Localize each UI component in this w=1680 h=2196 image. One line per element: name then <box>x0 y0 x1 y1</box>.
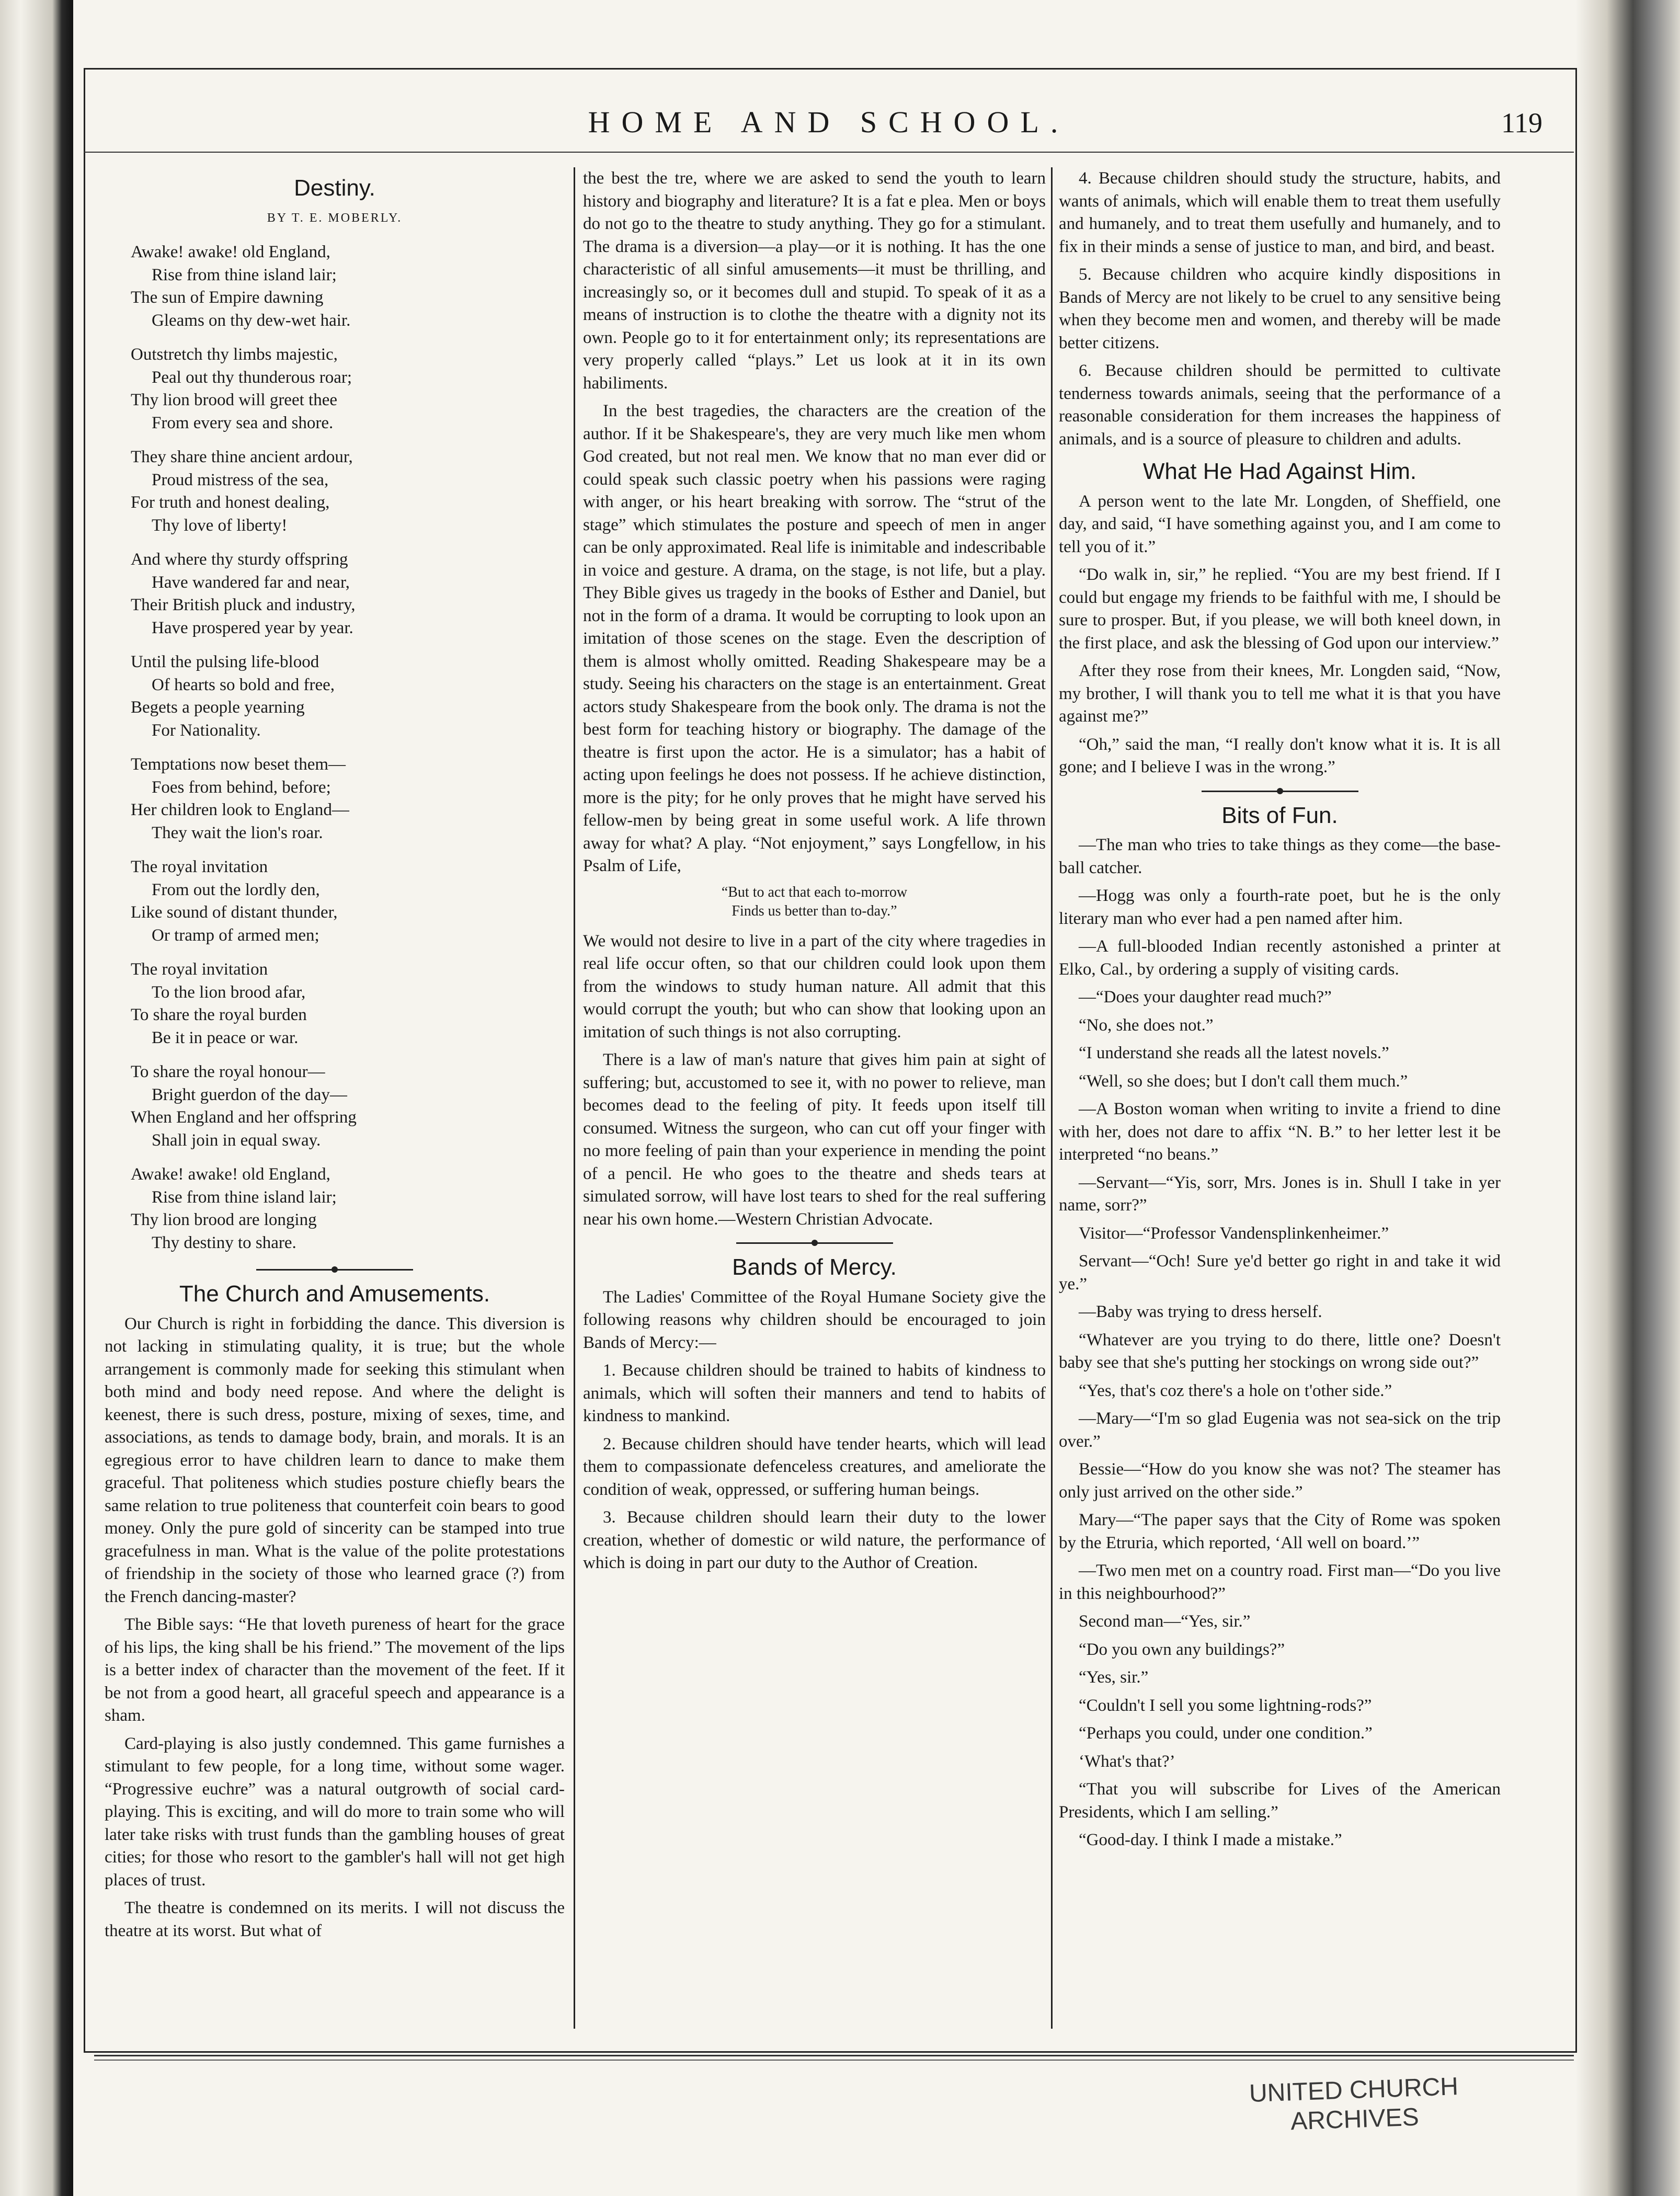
poem-line: And where thy sturdy offspring <box>131 550 348 569</box>
fun-item: “Do you own any buildings?” <box>1079 1640 1285 1659</box>
masthead-rule <box>84 152 1574 153</box>
fun-item: “Yes, sir.” <box>1079 1668 1149 1687</box>
column-2 <box>583 167 1046 2029</box>
poem-line: Outstretch thy limbs majestic, <box>131 345 338 364</box>
fun-item: “That you will subscribe for Lives of the American Presidents, which I am selling.” <box>1059 1780 1501 1822</box>
article-paragraph: Card-playing is also justly condemned. This game furnishes a stimulant to few people, for a long time, without some wager. “Progressive euchre” was a natural outgrowth of social card-playing. This is exciting, and will do more to train some who will later take risks with trust funds than the gambling houses of great cities; for those who resort to the gambler's hall will not get high places of trust. <box>105 1734 565 1890</box>
poem-line: Thy lion brood will greet thee <box>131 391 337 409</box>
fun-item: “Perhaps you could, under one condition.” <box>1079 1724 1373 1743</box>
poem-line: Foes from behind, before; <box>152 777 331 797</box>
poem-stanza <box>131 241 565 332</box>
fun-item: “Yes, that's coz there's a hole on t'other side.” <box>1079 1381 1392 1400</box>
poem-line: Of hearts so bold and free, <box>152 675 335 694</box>
fun-item: —Baby was trying to dress herself. <box>1079 1302 1322 1321</box>
article-paragraph: We would not desire to live in a part of the city where tragedies in real life occur often, so that our children could look upon them from the windows to study human nature. All admit that this would corrupt the youth; but who can show that looking upon an imitation of such things is not also corrupting. <box>583 931 1046 1042</box>
poem-stanza <box>131 958 565 1049</box>
poem-line: Awake! awake! old England, <box>131 243 330 261</box>
fun-item: “Couldn't I sell you some lightning-rods?” <box>1079 1696 1372 1715</box>
column-divider <box>1051 167 1053 2029</box>
poem-line: Peal out thy thunderous roar; <box>152 368 352 387</box>
poem-line: Thy destiny to share. <box>152 1233 296 1252</box>
section-ornament <box>1202 787 1358 795</box>
bands-item: 5. Because children who acquire kindly dispositions in Bands of Mercy are not likely to be cruel to any sensitive being when they become men and women, and thereby will be made better citizens. <box>1059 265 1501 352</box>
fun-item: Bessie—“How do you know she was not? The steamer has only just arrived on the other side.” <box>1059 1460 1501 1502</box>
poem-line: Begets a people yearning <box>131 698 305 717</box>
poem-stanza <box>131 548 565 639</box>
article-paragraph: A person went to the late Mr. Longden, of Sheffield, one day, and said, “I have something against you, and I am come to tell you of it.” <box>1059 491 1501 556</box>
fun-item: ‘What's that?’ <box>1079 1752 1175 1771</box>
poem-line: To share the royal burden <box>131 1005 307 1024</box>
poem-line: To share the royal honour— <box>131 1062 325 1081</box>
fun-item: —Hogg was only a fourth-rate poet, but he is the only literary man who ever had a pen named after him. <box>1059 886 1501 928</box>
article-paragraph: There is a law of man's nature that gives him pain at sight of suffering; but, accustomed to see it, with no power to relieve, man becomes dead to the feeling of pity. It feeds upon itself till consumed. Witness the surgeon, who can cut off your finger with no more feeling of pain than your experience in mending the point of a pencil. He who goes to the theatre and sheds tears at simulated sorrow, will have lost tears to shed for the real suffering near his own home.—Western Christian Advocate. <box>583 1050 1046 1229</box>
bands-item: 2. Because children should have tender hearts, which will lead them to compassionate defenceless creatures, and ameliorate the condition of weak, oppressed, or suffering human beings. <box>583 1434 1046 1499</box>
poem-line: The royal invitation <box>131 857 268 876</box>
poem-line: Have prospered year by year. <box>152 618 353 637</box>
bands-item: 4. Because children should study the structure, habits, and wants of animals, which will enable them to treat them usefully and humanely, and to treat them usefully and humanely, and to fix in their minds a sense of justice to man, and bird, and beast. <box>1059 169 1501 256</box>
fun-item: Second man—“Yes, sir.” <box>1079 1612 1251 1631</box>
poem-line: They share thine ancient ardour, <box>131 448 353 466</box>
article-paragraph: The theatre is condemned on its merits. I will not discuss the theatre at its worst. But what of <box>105 1898 565 1940</box>
article-paragraph: the best the tre, where we are asked to send the youth to learn history and biography and literature? It is a fat e plea. Men or boys do not go to the theatre to study anything. They go for a stimulant. The drama is a diversion—a play—or it is nothing. It has the one characteristic of all sinful amusements—it must be thrilling, and increasingly so, or it becomes dull and stupid. To speak of it as a means of instruction is to clothe the theatre with a dignity not its own. People go to it for entertainment only; its representations are very properly called “plays.” Let us look at it in its own habiliments. <box>583 169 1046 393</box>
masthead-title: HOME AND SCHOOL. <box>588 105 1070 139</box>
page-binding-left <box>0 0 73 2196</box>
poem-line: Their British pluck and industry, <box>131 596 356 614</box>
poem-line: To the lion brood afar, <box>152 982 306 1002</box>
quote-line: “But to act that each to-morrow <box>721 884 908 900</box>
article-paragraph: The Bible says: “He that loveth pureness of heart for the grace of his lips, the king shall be his friend.” The movement of the lips is a better index of character than the movement of the feet. If it be not from a good heart, all graceful speech and appearance is a sham. <box>105 1615 565 1725</box>
fun-item: “Good-day. I think I made a mistake.” <box>1079 1831 1342 1849</box>
bands-item: 6. Because children should be permitted to cultivate tenderness towards animals, seeing that the performance of a reasonable consideration for them increases the happiness of animals, and is a source of pleasure to children and adults. <box>1059 361 1501 449</box>
article-paragraph: After they rose from their knees, Mr. Longden said, “Now, my brother, I will thank you to tell me what it is that you have against me?” <box>1059 661 1501 726</box>
poem-stanza <box>131 1061 565 1152</box>
poem-line: The royal invitation <box>131 960 268 979</box>
poem-line: Until the pulsing life-blood <box>131 653 319 671</box>
bands-intro: The Ladies' Committee of the Royal Humane Society give the following reasons why children should be encouraged to join Bands of Mercy:— <box>583 1287 1046 1352</box>
fun-item: Visitor—“Professor Vandensplinkenheimer.” <box>1079 1223 1389 1243</box>
poem-line: Her children look to England— <box>131 800 349 819</box>
column-1 <box>105 167 565 2029</box>
poem-stanza <box>131 446 565 537</box>
poem-line: For truth and honest dealing, <box>131 493 330 512</box>
poem-byline: BY T. E. MOBERLY. <box>267 211 403 225</box>
column-3 <box>1059 167 1501 2029</box>
fun-item: —A Boston woman when writing to invite a friend to dine with her, does not dare to affix “N. B.” to her letter lest it be interpreted “no beans.” <box>1059 1100 1501 1164</box>
poem-stanza <box>131 856 565 947</box>
quote-line: Finds us better than to-day.” <box>732 902 897 919</box>
fun-item: —“Does your daughter read much?” <box>1079 988 1332 1007</box>
fun-item: —A full-blooded Indian recently astonished a printer at Elko, Cal., by ordering a supply of visiting cards. <box>1059 937 1501 979</box>
article-paragraph: “Do walk in, sir,” he replied. “You are my best friend. If I could but engage my friends to be faithful with me, I should be sure to prosper. But, if you please, we will both kneel down, in the first place, and ask the blessing of God upon our interview.” <box>1059 565 1501 653</box>
poem-line: Shall join in equal sway. <box>152 1130 321 1150</box>
page-binding-right <box>1575 0 1680 2196</box>
fun-item: Servant—“Och! Sure ye'd better go right in and take it wid ye.” <box>1059 1252 1501 1294</box>
poem-line: Thy love of liberty! <box>152 516 288 535</box>
fun-item: —The man who tries to take things as they come—the base-ball catcher. <box>1059 836 1501 877</box>
fun-list <box>1059 834 1501 1852</box>
fun-item: —Servant—“Yis, sorr, Mrs. Jones is in. Shull I take in yer name, sorr?” <box>1059 1173 1501 1215</box>
page-number: 119 <box>1501 107 1542 139</box>
fun-item: “No, she does not.” <box>1079 1015 1214 1035</box>
poem-line: Thy lion brood are longing <box>131 1210 317 1229</box>
poem-body <box>105 241 565 1254</box>
bands-item: 3. Because children should learn their duty to the lower creation, whether of domestic or wild nature, the performance of which is doing in part our duty to the Author of Creation. <box>583 1508 1046 1572</box>
section-ornament <box>736 1239 893 1246</box>
archive-stamp <box>1249 2072 1460 2138</box>
stamp-line: UNITED CHURCH <box>1249 2073 1459 2108</box>
poem-line: Bright guerdon of the day— <box>152 1085 347 1104</box>
section-ornament <box>256 1266 413 1273</box>
poem-stanza <box>131 753 565 844</box>
bands-item: 1. Because children should be trained to habits of kindness to animals, which will soften their manners and tend to habits of kindness to mankind. <box>583 1361 1046 1425</box>
poem-line: When England and her offspring <box>131 1108 357 1127</box>
fun-item: “Well, so she does; but I don't call them much.” <box>1079 1071 1408 1091</box>
article-paragraph: Our Church is right in forbidding the dance. This diversion is not lacking in stimulating quality, it is true; but the whole arrangement is commonly made for seeking this stimulant when both mind and body need repose. And where the delight is keenest, there is such dress, posture, mixing of sexes, time, and associations, as tends to damage body, brain, and morals. It is an egregious error to have children learn to dance to make them graceful. That politeness which studies posture chiefly bears the same relation to true politeness that counterfeit coin bears to good money. Only the pure gold of sincerity can be stamped into true gracefulness in man. What is the value of the polite protestations of friendship in the society of those who learned grace (?) from the French dancing-master? <box>105 1314 565 1606</box>
stamp-line: ARCHIVES <box>1290 2103 1420 2136</box>
poem-line: From out the lordly den, <box>152 880 320 899</box>
poem-stanza <box>131 344 565 434</box>
poem-line: The sun of Empire dawning <box>131 288 324 307</box>
poem-line: For Nationality. <box>152 720 261 740</box>
column-divider <box>574 167 575 2029</box>
fun-item: —Two men met on a country road. First man—“Do you live in this neighbourhood?” <box>1059 1561 1501 1603</box>
bands-title: Bands of Mercy. <box>732 1254 897 1280</box>
fun-item: Mary—“The paper says that the City of Rome was spoken by the Etruria, which reported, ‘All well on board.’” <box>1059 1511 1501 1552</box>
poem-line: Have wandered far and near, <box>152 573 350 592</box>
against-title: What He Had Against Him. <box>1142 459 1417 484</box>
article-paragraph: “Oh,” said the man, “I really don't know what it is. It is all gone; and I believe I was in the wrong.” <box>1059 735 1501 776</box>
poem-line: Like sound of distant thunder, <box>131 903 338 922</box>
poem-stanza <box>131 651 565 742</box>
fun-item: “I understand she reads all the latest novels.” <box>1079 1044 1389 1062</box>
article-title: The Church and Amusements. <box>179 1281 490 1307</box>
bottom-rule <box>94 2055 1574 2061</box>
longfellow-quote <box>583 883 1046 921</box>
poem-line: Be it in peace or war. <box>152 1028 299 1047</box>
poem-line: Rise from thine island lair; <box>152 1187 337 1207</box>
poem-line: Or tramp of armed men; <box>152 925 319 945</box>
poem-title: Destiny. <box>294 175 375 201</box>
masthead <box>84 105 1574 162</box>
fun-item: “Whatever are you trying to do there, little one? Doesn't baby see that she's putting her stockings on wrong side out?” <box>1059 1330 1501 1372</box>
article-paragraph: In the best tragedies, the characters are the creation of the author. If it be Shakespeare's, they are very much like men whom God created, but not real men. We know that no man ever did or could speak such classic poetry when his passions were raging with anger, or his heart breaking with sorrow. The “strut of the stage” which stimulates the posture and speech of men in anger can be only approximated. Real life is inimitable and indescribable in voice and gesture. A drama, on the stage, is not life, but a play. They Bible gives us tragedy in the books of Esther and Daniel, but not in the form of a drama. It would be corrupting to look upon an imitation of those scenes on the stage. Even the description of them is almost wholly omitted. Reading Shakespeare may be a study. Seeing his characters on the stage is an entertainment. Great actors study Shakespeare from the book only. The drama is not the best form for teaching history or biography. The damage of the theatre is first upon the actor. He is a simulator; has a habit of acting upon feelings he does not possess. If he achieve distinction, more is the pity; for he only proves that he might have served his fellow-men by being great in some useful work. A life thrown away for what? A play. “Not enjoyment,” says Longfellow, in his Psalm of Life, <box>583 402 1046 875</box>
poem-line: They wait the lion's roar. <box>152 823 323 842</box>
poem-line: Temptations now beset them— <box>131 755 346 774</box>
poem-stanza <box>131 1163 565 1254</box>
poem-line: Gleams on thy dew-wet hair. <box>152 311 351 330</box>
fun-title: Bits of Fun. <box>1221 802 1338 828</box>
fun-item: —Mary—“I'm so glad Eugenia was not sea-sick on the trip over.” <box>1059 1409 1501 1451</box>
poem-line: Awake! awake! old England, <box>131 1165 330 1184</box>
poem-line: From every sea and shore. <box>152 413 334 432</box>
poem-line: Proud mistress of the sea, <box>152 470 329 489</box>
poem-line: Rise from thine island lair; <box>152 265 337 284</box>
